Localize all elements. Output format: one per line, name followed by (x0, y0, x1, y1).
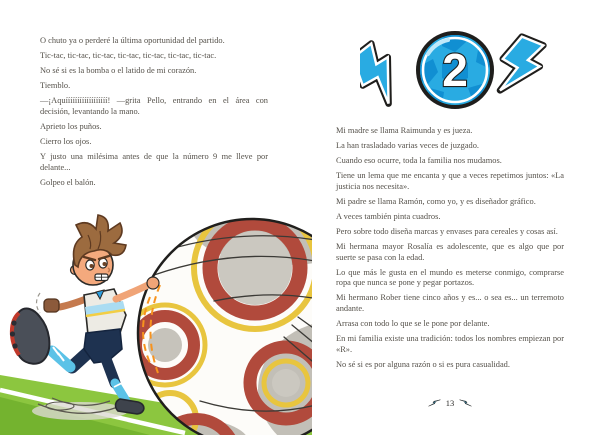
paragraph: Cuando eso ocurre, toda la familia nos mudamos. (336, 156, 502, 166)
paragraph: A veces también pinta cuadros. (336, 211, 441, 221)
paragraph: Mi hermano Rober tiene cinco años y es... o sea es... un terremoto andante. (336, 293, 564, 313)
lightning-bolt-icon (428, 399, 441, 407)
chapter-badge (360, 24, 550, 114)
page-footer (336, 399, 564, 407)
lightning-bolt-icon (495, 33, 545, 98)
paragraph: Tic-tac, tic-tac, tic-tac, tic-tac, tic-tac, tic-tac, tic-tac. (40, 51, 217, 61)
page-number: 13 (445, 398, 455, 408)
left-page-text (40, 36, 268, 193)
paragraph: —¡Aquíííííííííííííííííí! —grita Pello, entrando en el área con decisión, levantando la mano. (40, 96, 268, 116)
paragraph: Aprieto los puños. (40, 121, 102, 131)
paragraph: La han trasladado varias veces de juzgado. (336, 141, 480, 151)
paragraph: Mi hermana mayor Rosalía es adolescente, que es algo que por suerte se pasa con la edad. (336, 242, 564, 262)
soccer-ball-icon (415, 31, 498, 107)
paragraph: En mi familia existe una tradición: todos los nombres empiezan por «R». (336, 334, 564, 354)
lightning-bolt-icon (360, 40, 411, 107)
soccer-illustration (0, 205, 312, 435)
paragraph: Y justo una milésima antes de que la número 9 me lleve por delante... (40, 152, 268, 172)
lightning-bolt-icon (459, 399, 472, 407)
paragraph: Mi padre se llama Ramón, como yo, y es diseñador gráfico. (336, 196, 536, 206)
paragraph: Tiene un lema que me encanta y que a veces repetimos juntos: «La justicia nos necesita». (336, 171, 564, 191)
paragraph: Pero sobre todo diseña marcas y envases para cereales y cosas así. (336, 227, 558, 237)
paragraph: No sé si es la bomba o el latido de mi corazón. (40, 66, 197, 76)
paragraph: O chuto ya o perderé la última oportunidad del partido. (40, 36, 225, 45)
paragraph: No sé si es por alguna razón o si es pura casualidad. (336, 359, 510, 369)
paragraph: Mi madre se llama Raimunda y es jueza. (336, 126, 473, 135)
chapter-number: 2 (442, 44, 468, 96)
right-page-text (336, 126, 564, 375)
paragraph: Cierro los ojos. (40, 137, 92, 147)
soccer-ball (125, 205, 312, 435)
paragraph: Golpeo el balón. (40, 177, 96, 187)
paragraph: Arrasa con todo lo que se le pone por delante. (336, 318, 490, 328)
paragraph: Lo que más le gusta en el mundo es meterse conmigo, comprarse ropa que nunca se pone y pegar portazos. (336, 267, 564, 288)
paragraph: Tiemblo. (40, 81, 71, 91)
